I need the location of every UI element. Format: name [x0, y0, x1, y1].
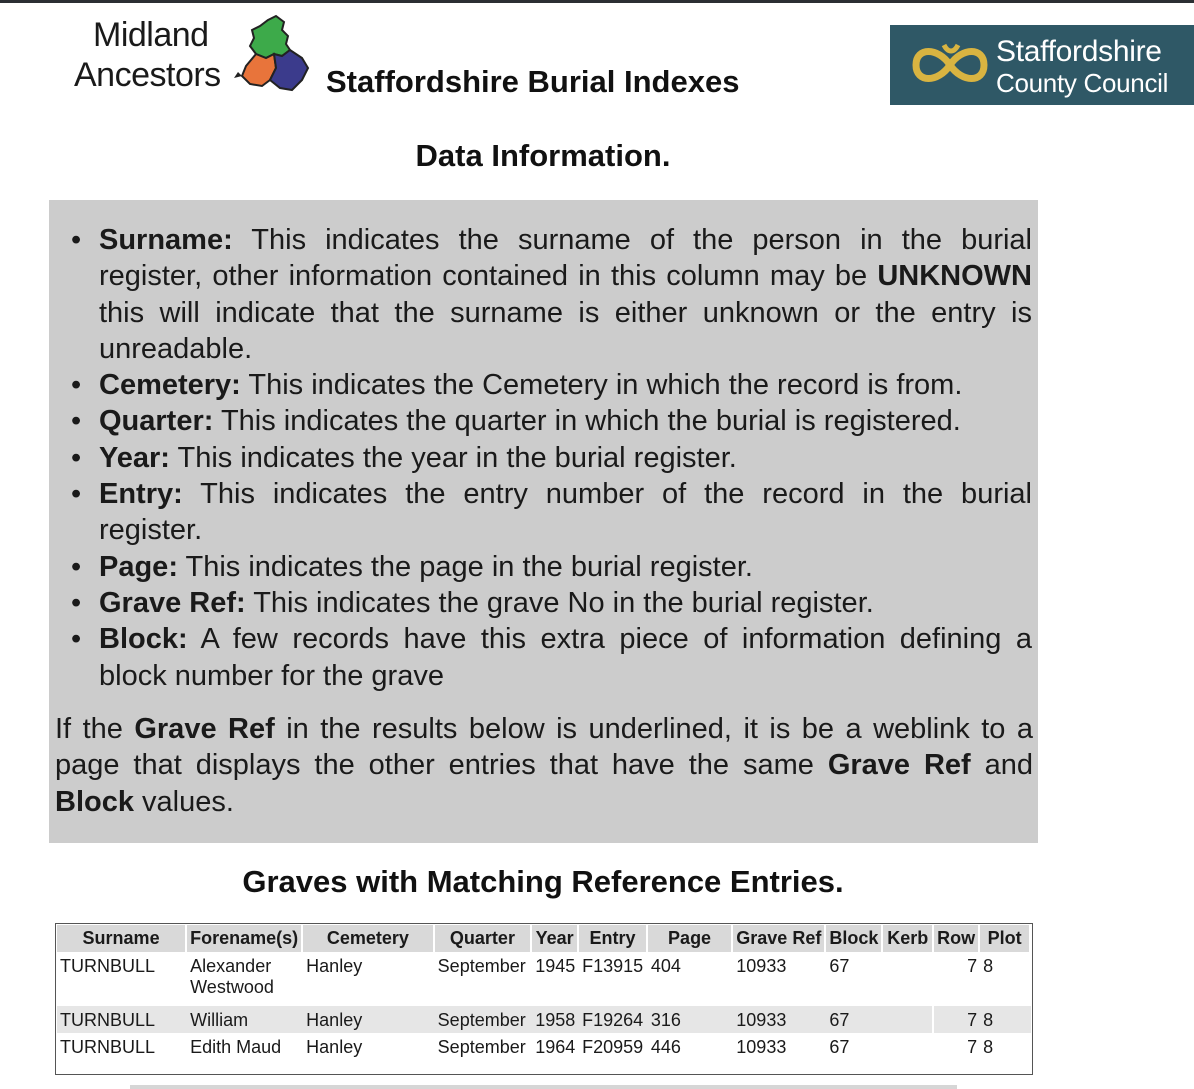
col-forenames[interactable]: Forename(s) [187, 925, 303, 952]
definition-block: • Block: A few records have this extra piece of information defining a block number for the grave [99, 621, 1032, 694]
col-page[interactable]: Page [648, 925, 733, 952]
col-kerb[interactable]: Kerb [883, 925, 934, 952]
col-quarter[interactable]: Quarter [435, 925, 533, 952]
grave-ref-link-note: If the Grave Ref in the results below is underlined, it is be a weblink to a page that displays the other entries that have the same Grave Ref and Block values. [55, 713, 1034, 818]
col-block[interactable]: Block [826, 925, 883, 952]
midland-ancestors-logo[interactable] [72, 14, 312, 98]
graves-table [55, 923, 1033, 1075]
definition-cemetery: • Cemetery: This indicates the Cemetery in which the record is from. [99, 367, 1032, 403]
col-cemetery[interactable]: Cemetery [303, 925, 435, 952]
table-row: TURNBULL Edith Maud Hanley September 1964 F20959 446 10933 67 7 8 [60, 1037, 994, 1057]
field-definitions-list [99, 222, 1032, 694]
table-row: TURNBULL Alexander Westwood Hanley September 1945 F13915 404 10933 67 7 8 [60, 956, 994, 997]
definition-entry: • Entry: This indicates the entry number of the record in the burial register. [99, 476, 1032, 549]
table-header-row [57, 925, 1031, 952]
council-name-line1: Staffordshire [996, 35, 1162, 68]
col-plot[interactable]: Plot [980, 925, 1031, 952]
definition-page: • Page: This indicates the page in the burial register. [99, 549, 1032, 585]
midlands-map-icon [232, 14, 312, 98]
definition-quarter: • Quarter: This indicates the quarter in which the burial is registered. [99, 403, 1032, 439]
horizontal-scrollbar[interactable] [130, 1085, 957, 1089]
logo-text-ancestors: Ancestors [74, 56, 221, 94]
data-information-heading: Data Information. [415, 138, 671, 173]
data-information-panel [49, 200, 1038, 843]
col-entry[interactable]: Entry [579, 925, 648, 952]
col-row[interactable]: Row [934, 925, 980, 952]
stafford-knot-icon [910, 37, 990, 93]
staffordshire-county-council-logo[interactable] [890, 25, 1194, 105]
col-surname[interactable]: Surname [57, 925, 187, 952]
council-name-line2: County Council [996, 68, 1169, 98]
logo-text-midland: Midland [93, 16, 209, 54]
top-border [0, 0, 1194, 3]
col-grave-ref[interactable]: Grave Ref [733, 925, 826, 952]
graves-heading: Graves with Matching Reference Entries. [242, 864, 844, 899]
definition-surname: • Surname: This indicates the surname of the person in the burial register, other information contained in this column may be UNKNOWN this will indicate that the surname is either unknown or the entry is unreadable. [99, 222, 1032, 367]
definition-year: • Year: This indicates the year in the burial register. [99, 440, 1032, 476]
site-title: Staffordshire Burial Indexes [326, 64, 740, 99]
definition-grave-ref: • Grave Ref: This indicates the grave No in the burial register. [99, 585, 1032, 621]
table-row: TURNBULL William Hanley September 1958 F19264 316 10933 67 7 8 [57, 1006, 1031, 1033]
col-year[interactable]: Year [532, 925, 579, 952]
